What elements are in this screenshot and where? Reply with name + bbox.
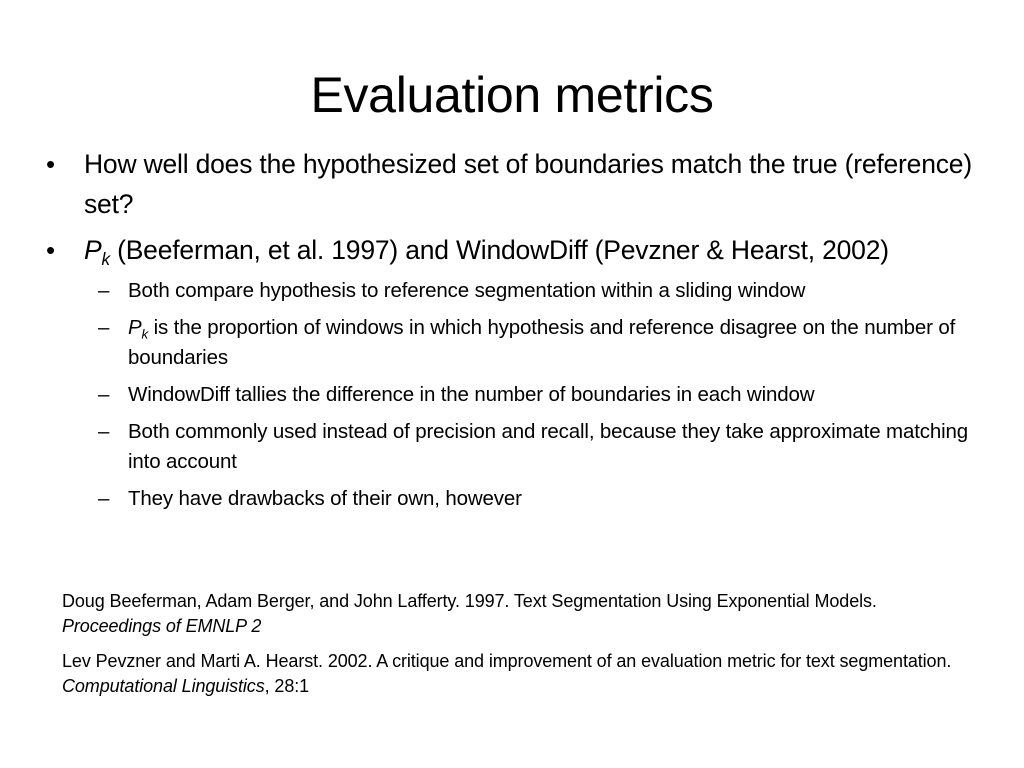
bullet-marker: • bbox=[46, 149, 55, 179]
reference-tail: , 28:1 bbox=[264, 676, 310, 696]
subbullet-item bbox=[46, 380, 976, 410]
pk-symbol: P bbox=[128, 316, 142, 339]
slide-body bbox=[46, 144, 976, 521]
bullet-marker: • bbox=[46, 235, 55, 265]
subbullet-text: is the proportion of windows in which hypothesis and reference disagree on the number of boundaries bbox=[128, 316, 956, 369]
subbullet-marker: – bbox=[98, 383, 110, 406]
subbullet-text: WindowDiff tallies the difference in the number of boundaries in each window bbox=[128, 383, 815, 406]
subbullet-text: Both compare hypothesis to reference segmentation within a sliding window bbox=[128, 279, 806, 302]
bullet-item bbox=[46, 144, 976, 224]
subbullet-item bbox=[46, 276, 976, 306]
subbullet-text: They have drawbacks of their own, however bbox=[128, 487, 522, 510]
references bbox=[62, 589, 962, 709]
bullet-item bbox=[46, 230, 976, 270]
reference-venue: Proceedings of EMNLP 2 bbox=[62, 616, 262, 636]
slide-title: Evaluation metrics bbox=[310, 67, 714, 123]
bullet-text: How well does the hypothesized set of boundaries match the true (reference) set? bbox=[84, 149, 972, 219]
reference-item bbox=[62, 649, 962, 699]
subbullet-item bbox=[46, 417, 976, 477]
pk-symbol: P bbox=[84, 235, 102, 265]
bullet-text: (Beeferman, et al. 1997) and WindowDiff (Pevzner & Hearst, 2002) bbox=[109, 235, 889, 265]
pk-subscript: k bbox=[141, 326, 149, 342]
subbullet-marker: – bbox=[98, 420, 110, 443]
subbullet-item bbox=[46, 484, 976, 514]
subbullet-marker: – bbox=[98, 316, 110, 339]
subbullet-marker: – bbox=[98, 487, 110, 510]
subbullet-item bbox=[46, 313, 976, 373]
reference-text: Lev Pevzner and Marti A. Hearst. 2002. A critique and improvement of an evaluation metric for text segmentation. bbox=[62, 651, 952, 671]
reference-text: Doug Beeferman, Adam Berger, and John Lafferty. 1997. Text Segmentation Using Exponential Models. bbox=[62, 591, 877, 611]
reference-venue: Computational Linguistics bbox=[62, 676, 265, 696]
reference-item bbox=[62, 589, 962, 639]
subbullet-text: Both commonly used instead of precision and recall, because they take approximate matching into account bbox=[128, 420, 969, 473]
pk-subscript: k bbox=[101, 249, 110, 270]
subbullet-marker: – bbox=[98, 279, 110, 302]
